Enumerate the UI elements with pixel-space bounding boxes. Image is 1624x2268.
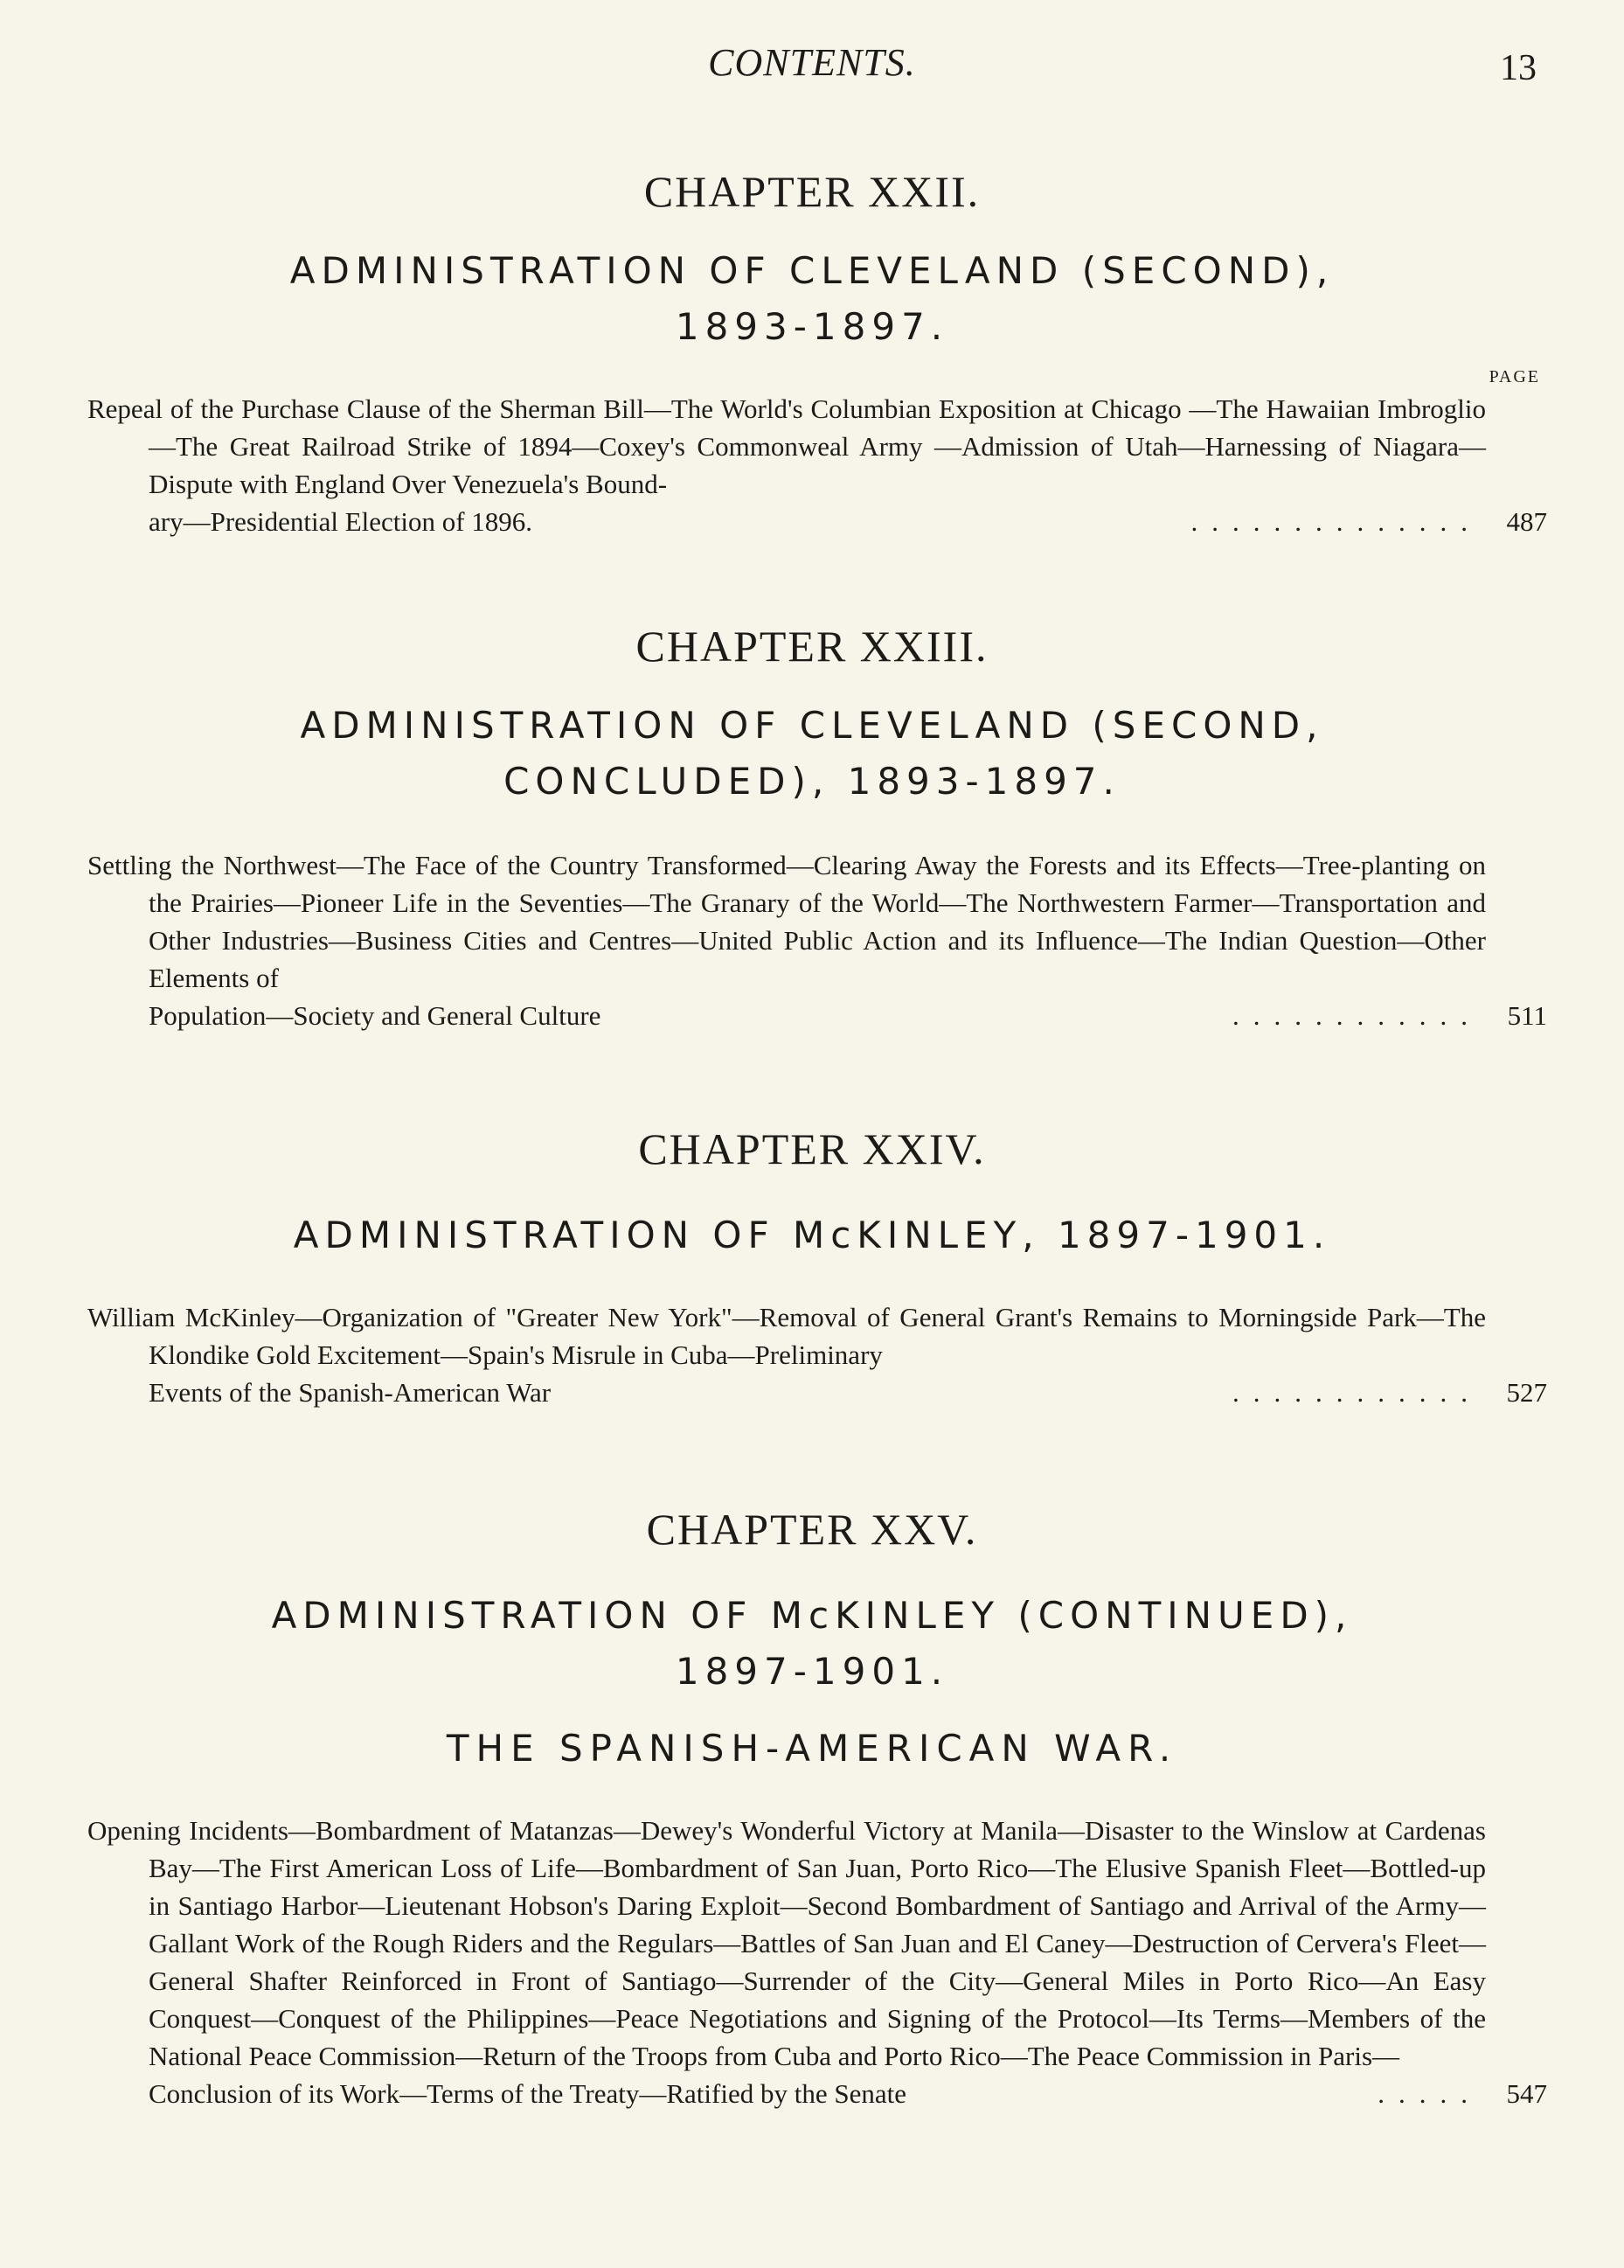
chapter-heading: CHAPTER XXII. (643, 167, 981, 216)
chapter-summary: William McKinley—Organization of "Greater New York"—Removal of General Grant's Remains to Morningside Park—The Klondike Gold Excitement—Spain's Misrule in Cuba—Preliminary (87, 1302, 1486, 1370)
summary-last-line (149, 503, 1547, 540)
chapter-title: ADMINISTRATION OF CLEVELAND (SECOND, (300, 704, 1324, 747)
summary-last-text: Population—Society and General Culture (149, 1000, 601, 1031)
chapter-title: ADMINISTRATION OF McKINLEY, 1897-1901. (293, 1214, 1331, 1256)
summary-last-line (149, 997, 1547, 1034)
chapter-subtitle: THE SPANISH-AMERICAN WAR. (446, 1727, 1178, 1770)
summary-last-line (149, 2075, 1547, 2112)
chapter-xxii (0, 166, 1624, 540)
chapter-title-line2: 1893-1897. (675, 305, 949, 348)
summary-last-text: ary—Presidential Election of 1896. (149, 506, 533, 537)
page-column-label: PAGE (1489, 367, 1540, 386)
page-reference: 547 (1506, 2078, 1547, 2109)
chapter-summary: Settling the Northwest—The Face of the Country Transformed—Clearing Away the Forests and its Effects—Tree-planting on the Prairies—Pioneer Life in the Seventies—The Granary of the World—The Northwestern Farmer—Transportation and Other Industries—Business Cities and Centres—United Public Action and its Influence—The Indian Question—Other Elements of (87, 850, 1486, 993)
dot-leader: ............ (1232, 1000, 1482, 1031)
chapter-title-line2: CONCLUDED), 1893-1897. (503, 760, 1121, 803)
chapter-xxiii (0, 621, 1624, 1034)
page-reference: 527 (1506, 1377, 1547, 1408)
page-number: 13 (1500, 48, 1537, 88)
running-head (0, 40, 1624, 101)
page-reference: 511 (1507, 1000, 1547, 1031)
chapter-title: ADMINISTRATION OF McKINLEY (CONTINUED), (271, 1594, 1353, 1637)
chapter-summary: Opening Incidents—Bombardment of Matanzas—Dewey's Wonderful Victory at Manila—Disaster to the Winslow at Cardenas Bay—The First American Loss of Life—Bombardment of San Juan, Porto Rico—The Elusive Spanish Fleet—Bottled-up in Santiago Harbor—Lieutenant Hobson's Daring Exploit—Second Bombardment of Santiago and Arrival of the Army—Gallant Work of the Rough Riders and the Regulars—Battles of San Juan and El Caney—Destruction of Cervera's Fleet—General Shafter Reinforced in Front of Santiago—Surrender of the City—General Miles in Porto Rico—An Easy Conquest—Conquest of the Philippines—Peace Negotiations and Signing of the Protocol—Its Terms—Members of the National Peace Commission—Return of the Troops from Cuba and Porto Rico—The Peace Commission in Paris— (87, 1815, 1486, 2071)
chapter-summary: Repeal of the Purchase Clause of the Sherman Bill—The World's Columbian Exposition at Chicago —The Hawaiian Imbroglio—The Great Railroad Strike of 1894—Coxey's Commonweal Army —Admission of Utah—Harnessing of Niagara—Dispute with England Over Venezuela's Bound- (87, 393, 1486, 499)
chapter-heading: CHAPTER XXV. (646, 1505, 978, 1554)
chapter-title-line2: 1897-1901. (675, 1650, 949, 1693)
dot-leader: .............. (1190, 506, 1482, 537)
chapter-xxiv (0, 1124, 1624, 1411)
dot-leader: ..... (1378, 2078, 1482, 2109)
summary-last-text: Events of the Spanish-American War (149, 1377, 552, 1408)
chapter-heading: CHAPTER XXIV. (638, 1124, 986, 1173)
summary-last-line (149, 1374, 1547, 1411)
running-title: CONTENTS. (708, 41, 916, 84)
summary-last-text: Conclusion of its Work—Terms of the Treaty—Ratified by the Senate (149, 2078, 906, 2109)
chapter-heading: CHAPTER XXIII. (635, 622, 989, 671)
chapter-title: ADMINISTRATION OF CLEVELAND (SECOND), (289, 249, 1335, 292)
chapter-xxv (0, 1504, 1624, 2112)
page-reference: 487 (1506, 506, 1547, 537)
dot-leader: ............ (1232, 1377, 1482, 1408)
